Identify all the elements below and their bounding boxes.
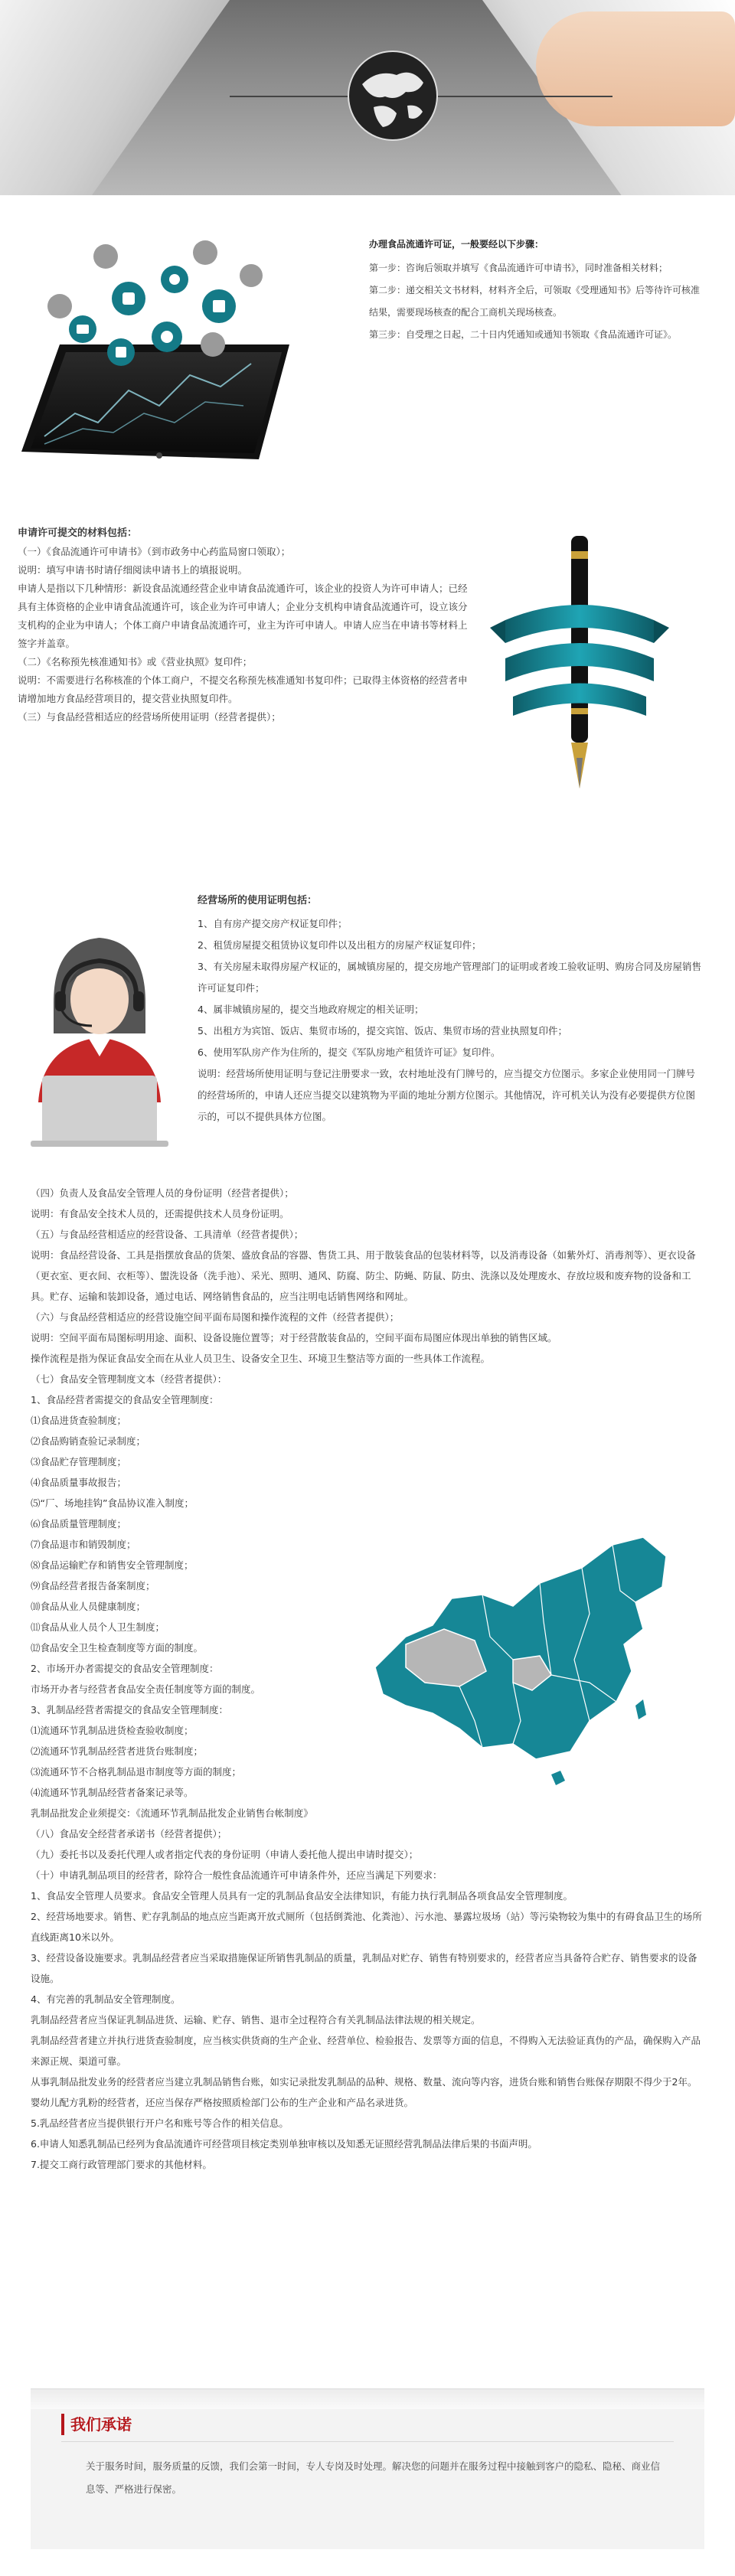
long-line: ⑺食品退市和销毁制度； xyxy=(31,1539,136,1550)
long-line: 1、食品经营者需提交的食品安全管理制度： xyxy=(31,1394,219,1406)
long-line: ⑷流通环节乳制品经营者备案记录等。 xyxy=(31,1787,194,1798)
long-line: 2、市场开办者需提交的食品安全管理制度： xyxy=(31,1663,219,1674)
site-line: 说明：经营场所使用证明与登记注册要求一致，农村地址没有门牌号的，应当提交方位图示。多家企业使用同一门牌号的经营场所的，申请人还应当提交以建筑物为平面的地址分割方位图示。其他情况，许可机关认为没有必要提供方位图示的，可以不提供具体方位图。 xyxy=(198,1068,696,1122)
long-line: ⑹食品质量管理制度； xyxy=(31,1518,127,1530)
long-line: 7.提交工商行政管理部门要求的其他材料。 xyxy=(31,2159,212,2170)
promise-section xyxy=(31,2388,704,2549)
long-line: 说明：有食品安全技术人员的，还需提供技术人员身份证明。 xyxy=(31,1208,289,1219)
steps-heading: 办理食品流通许可证，一般要经以下步骤： xyxy=(369,239,544,250)
long-line: ⑵流通环节乳制品经营者进货台账制度； xyxy=(31,1745,204,1757)
step-item: 第一步：咨询后领取并填写《食品流通许可申请书》，同时准备相关材料； xyxy=(369,263,668,273)
long-line: 婴幼儿配方乳粉的经营者，还应当保存严格按照质检部门公布的生产企业和产品名录进货。 xyxy=(31,2097,414,2108)
long-line: ⑴流通环节乳制品进货检查验收制度； xyxy=(31,1725,194,1736)
requirement-line: 说明：填写申请书时请仔细阅读申请书上的填报说明。 xyxy=(18,564,248,576)
long-line: ⑷食品质量事故报告； xyxy=(31,1477,127,1488)
requirement-line: （二）《名称预先核准通知书》或《营业执照》复印件； xyxy=(18,656,253,668)
long-line: 说明：空间平面布局图标明用途、面积、设备设施位置等；对于经营散装食品的，空间平面布局图应体现出单独的销售区域。 xyxy=(31,1332,557,1344)
site-block xyxy=(198,913,703,1128)
requirement-line: 申请人是指以下几种情形：新设食品流通经营企业申请食品流通许可，该企业的投资人为许可申请人；已经具有主体资格的企业申请食品流通许可，该企业为许可申请人；企业分支机构申请食品流通许可，设立该分支机构的企业为申请人；个体工商户申请食品流通许可，业主为许可申请人。申请人应当在申请书等材料上签字并盖章。 xyxy=(18,583,468,649)
site-line: 5、出租方为宾馆、饭店、集贸市场的，提交宾馆、饭店、集贸市场的营业执照复印件； xyxy=(198,1025,567,1037)
requirements-title: 申请许可提交的材料包括： xyxy=(18,527,138,539)
long-line: ⑶流通环节不合格乳制品退市制度等方面的制度； xyxy=(31,1766,242,1778)
long-line: ⑵食品购销查验记录制度； xyxy=(31,1435,146,1447)
hero-cloth-left xyxy=(0,0,230,195)
step-item: 第三步：自受理之日起，二十日内凭通知或通知书领取《食品流通许可证》。 xyxy=(369,329,678,340)
requirement-line: 说明：不需要进行名称核准的个体工商户，不提交名称预先核准通知书复印件；已取得主体资格的经营者申请增加地方食品经营项目的，提交营业执照复印件。 xyxy=(18,674,468,704)
long-line: 从事乳制品批发业务的经营者应当建立乳制品销售台账，如实记录批发乳制品的品种、规格、数量、流向等内容，进货台账和销售台账保存期限不得少于2年。 xyxy=(31,2076,697,2088)
long-line: ⑴食品进货查验制度； xyxy=(31,1415,127,1426)
long-line: （七）食品安全管理制度文本（经营者提供）： xyxy=(31,1373,227,1385)
hand-image xyxy=(536,11,735,126)
long-line: 3、经营设备设施要求。乳制品经营者应当采取措施保证所销售乳制品的质量，乳制品对贮存、销售有特别要求的，经营者应当具备符合贮存、销售要求的设备设施。 xyxy=(31,1952,697,1984)
tablet-illustration xyxy=(14,222,305,482)
long-line: ⑾食品从业人员个人卫生制度； xyxy=(31,1621,165,1633)
long-line: ⑻食品运输贮存和销售安全管理制度； xyxy=(31,1559,194,1571)
site-line: 3、有关房屋未取得房屋产权证的，属城镇房屋的，提交房地产管理部门的证明或者竣工验收证明、购房合同及房屋销售许可证复印件； xyxy=(198,961,701,994)
long-line: 乳制品经营者建立并执行进货查验制度，应当核实供货商的生产企业、经营单位、检验报告、发票等方面的信息，不得购入无法验证真伪的产品，确保购入产品来源正规、渠道可靠。 xyxy=(31,2035,701,2067)
promise-text: 关于服务时间，服务质量的反馈，我们会第一时间，专人专岗及时处理。解决您的问题并在服务过程中接触到客户的隐私、隐秘、商业信息等、严格进行保密。 xyxy=(86,2460,661,2495)
long-line: （五）与食品经营相适应的经营设备、工具清单（经营者提供）； xyxy=(31,1229,304,1240)
long-line: 2、经营场地要求。销售、贮存乳制品的地点应当距离开放式厕所（包括倒粪池、化粪池）、污水池、暴露垃圾场（站）等污染物较为集中的有碍食品卫生的场所直线距离10米以外。 xyxy=(31,1911,702,1943)
promise-heading: 我们承诺 xyxy=(70,2415,132,2434)
long-line: （九）委托书以及委托代理人或者指定代表的身份证明（申请人委托他人提出申请时提交）； xyxy=(31,1849,419,1860)
long-line: （六）与食品经营相适应的经营设施空间平面布局图和操作流程的文件（经营者提供）； xyxy=(31,1311,400,1323)
long-line: ⑽食品从业人员健康制度； xyxy=(31,1601,146,1612)
site-line: 6、使用军队房产作为住所的，提交《军队房地产租赁许可证》复印件。 xyxy=(198,1046,501,1058)
promise-divider xyxy=(61,2441,674,2442)
requirement-line: （一）《食品流通许可申请书》（到市政务中心药监局窗口领取）； xyxy=(18,546,291,557)
china-map-illustration xyxy=(360,1522,689,1797)
long-line: （四）负责人及食品安全管理人员的身份证明（经营者提供）； xyxy=(31,1187,294,1199)
long-line: 1、食品安全管理人员要求。食品安全管理人员具有一定的乳制品食品安全法律知识，有能力执行乳制品各项食品安全管理制度。 xyxy=(31,1890,573,1902)
long-line: 说明：食品经营设备、工具是指摆放食品的货架、盛放食品的容器、售货工具、用于散装食品的包装材料等，以及消毒设备（如紫外灯、消毒剂等）、更衣设备（更衣室、更衣间、衣柜等）、盥洗设备（洗手池）、采光、照明、通风、防腐、防尘、防蝇、防鼠、防虫、洗涤以及处理废水、存放垃圾和废弃物的设备和工具。贮存、运输和装卸设备，通过电话、网络销售食品的，应当注明电话销售网络和网址。 xyxy=(31,1249,696,1302)
promise-accent-bar xyxy=(61,2414,64,2435)
long-line: 4、有完善的乳制品安全管理制度。 xyxy=(31,1993,181,2005)
long-line: 操作流程是指为保证食品安全而在从业人员卫生、设备安全卫生、环境卫生整洁等方面的一些具体工作流程。 xyxy=(31,1353,491,1364)
site-line: 2、租赁房屋提交租赁协议复印件以及出租方的房屋产权证复印件； xyxy=(198,939,482,951)
globe-icon xyxy=(343,46,443,145)
promise-band xyxy=(31,2389,704,2409)
long-line: 6.申请人知悉乳制品已经列为食品流通许可经营项目核定类别单独审核以及知悉无证照经营乳制品法律后果的书面声明。 xyxy=(31,2138,537,2150)
site-title: 经营场所的使用证明包括： xyxy=(198,895,318,906)
pen-ribbon-illustration xyxy=(482,528,674,819)
long-line: ⑸“厂、场地挂钩”食品协议准入制度； xyxy=(31,1497,194,1509)
long-line: （十）申请乳制品项目的经营者，除符合一般性食品流通许可申请条件外，还应当满足下列要求： xyxy=(31,1869,443,1881)
service-agent-avatar xyxy=(23,911,176,1156)
long-line: ⑶食品贮存管理制度； xyxy=(31,1456,127,1468)
long-line: 3、乳制品经营者需提交的食品安全管理制度： xyxy=(31,1704,228,1716)
long-line: 市场开办者与经营者食品安全责任制度等方面的制度。 xyxy=(31,1683,261,1695)
steps-block xyxy=(369,233,706,346)
site-line: 1、自有房产提交房产权证复印件； xyxy=(198,918,348,929)
site-line: 4、属非城镇房屋的，提交当地政府规定的相关证明； xyxy=(198,1004,424,1015)
step-item: 第二步：递交相关文书材料，材料齐全后，可领取《受理通知书》后等待许可核准结果，需要现场核查的配合工商机关现场核查。 xyxy=(369,285,701,318)
requirements-block xyxy=(18,524,469,726)
requirement-line: （三）与食品经营相适应的经营场所使用证明（经营者提供）； xyxy=(18,711,281,723)
long-line: ⑼食品经营者报告备案制度； xyxy=(31,1580,155,1592)
long-line: 乳制品经营者应当保证乳制品进货、运输、贮存、销售、退市全过程符合有关乳制品法律法规的相关规定。 xyxy=(31,2014,481,2026)
long-line: ⑿食品安全卫生检查制度等方面的制度。 xyxy=(31,1642,204,1654)
hero-banner xyxy=(0,0,735,195)
long-line: （八）食品安全经营者承诺书（经营者提供）； xyxy=(31,1828,227,1840)
long-line: 乳制品批发企业须提交：《流通环节乳制品批发企业销售台帐制度》 xyxy=(31,1807,313,1819)
long-line: 5.乳品经营者应当提供银行开户名和账号等合作的相关信息。 xyxy=(31,2117,289,2129)
